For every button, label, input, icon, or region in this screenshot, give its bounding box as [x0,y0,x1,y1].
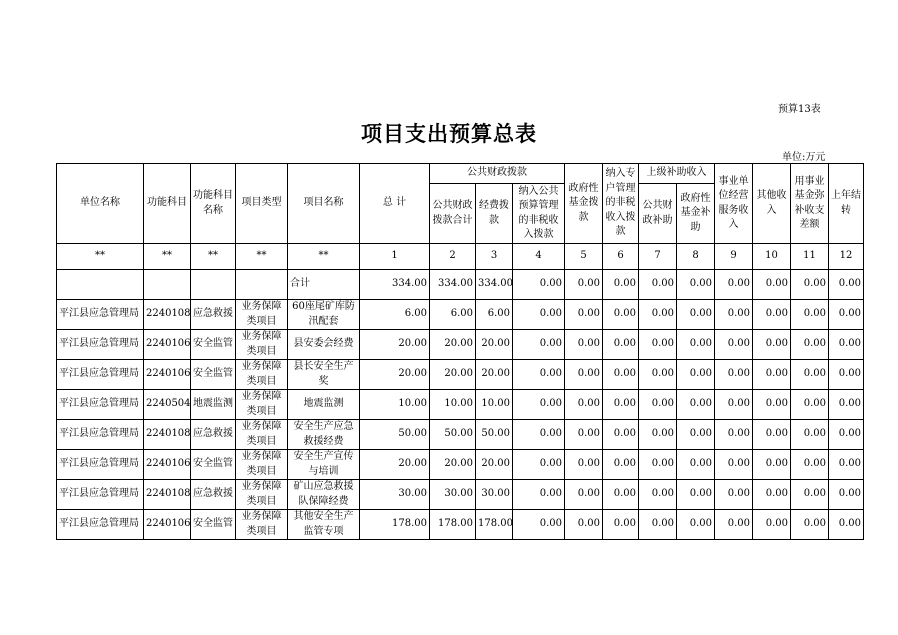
amount-cell: 0.00 [677,510,715,540]
amount-cell: 0.00 [715,450,753,480]
proj-name-cell: 县长安全生产奖 [288,360,360,390]
proj-type-cell: 业务保障类项目 [236,450,288,480]
amount-cell: 0.00 [565,390,603,420]
page-title: 项目支出预算总表 [361,121,537,146]
func-code-cell: 2240106 [144,450,191,480]
amount-cell: 0.00 [565,420,603,450]
col-special-nontax: 纳入专户管理的非税收入拨款 [603,164,639,244]
amount-cell: 0.00 [753,330,791,360]
amount-cell: 0.00 [791,510,829,540]
amount-cell: 20.00 [476,450,513,480]
amount-cell: 0.00 [753,390,791,420]
index-cell: 10 [753,244,791,270]
amount-cell: 0.00 [639,450,677,480]
index-cell: 6 [603,244,639,270]
index-cell: ** [236,244,288,270]
amount-cell: 0.00 [513,420,565,450]
amount-cell: 20.00 [476,330,513,360]
amount-cell: 0.00 [829,300,864,330]
proj-type-cell: 业务保障类项目 [236,420,288,450]
unit-label: 单位:万元 [782,152,826,163]
amount-cell: 50.00 [430,420,476,450]
func-name-cell: 安全监管 [191,330,236,360]
amount-cell: 0.00 [753,510,791,540]
amount-cell: 0.00 [829,480,864,510]
amount-cell: 0.00 [791,390,829,420]
func-name-cell: 安全监管 [191,450,236,480]
amount-cell: 0.00 [677,330,715,360]
amount-cell: 0.00 [791,300,829,330]
amount-cell: 10.00 [360,390,430,420]
amount-cell: 0.00 [639,360,677,390]
index-cell: 11 [791,244,829,270]
table-row [57,330,864,360]
col-nontax-in-budget: 纳入公共预算管理的非税收入拨款 [513,184,565,244]
amount-cell: 0.00 [565,480,603,510]
proj-type-cell: 业务保障类项目 [236,510,288,540]
amount-cell: 0.00 [603,360,639,390]
unit-name-cell: 平江县应急管理局 [57,510,144,540]
amount-cell: 0.00 [829,270,864,300]
amount-cell: 0.00 [513,300,565,330]
func-code-cell: 2240108 [144,480,191,510]
unit-name-cell: 平江县应急管理局 [57,300,144,330]
func-name-cell: 安全监管 [191,360,236,390]
col-proj-name: 项目名称 [288,164,360,244]
table-row [57,360,864,390]
proj-name-cell: 矿山应急救援队保障经费 [288,480,360,510]
amount-cell: 0.00 [677,360,715,390]
index-cell: 4 [513,244,565,270]
amount-cell: 0.00 [753,300,791,330]
budget-table [56,163,864,540]
func-code-cell: 2240108 [144,420,191,450]
amount-cell: 0.00 [715,300,753,330]
amount-cell: 0.00 [753,480,791,510]
index-row [57,244,864,270]
unit-name-cell: 平江县应急管理局 [57,390,144,420]
amount-cell: 0.00 [677,480,715,510]
col-proj-type: 项目类型 [236,164,288,244]
amount-cell: 20.00 [360,330,430,360]
index-cell: ** [288,244,360,270]
proj-type-cell: 业务保障类项目 [236,360,288,390]
amount-cell: 0.00 [715,390,753,420]
func-code-cell: 2240106 [144,360,191,390]
amount-cell: 0.00 [753,420,791,450]
table-row [57,300,864,330]
amount-cell: 0.00 [829,360,864,390]
amount-cell: 0.00 [715,480,753,510]
amount-cell: 0.00 [791,360,829,390]
index-cell: ** [191,244,236,270]
amount-cell: 0.00 [513,390,565,420]
amount-cell: 334.00 [476,270,513,300]
amount-cell: 20.00 [476,360,513,390]
amount-cell: 0.00 [513,510,565,540]
amount-cell: 0.00 [791,270,829,300]
form-number: 预算13表 [778,104,821,115]
empty-cell [144,270,191,300]
amount-cell: 0.00 [677,390,715,420]
index-cell: 12 [829,244,864,270]
index-cell: 3 [476,244,513,270]
col-func-name: 功能科目名称 [191,164,236,244]
amount-cell: 0.00 [565,360,603,390]
index-cell: 8 [677,244,715,270]
amount-cell: 0.00 [565,270,603,300]
amount-cell: 0.00 [603,300,639,330]
table-row [57,420,864,450]
col-group-upper: 上级补助收入 [639,164,715,184]
empty-cell [57,270,144,300]
col-upper-public: 公共财政补助 [639,184,677,244]
total-label: 合计 [288,270,360,300]
amount-cell: 30.00 [430,480,476,510]
unit-name-cell: 平江县应急管理局 [57,330,144,360]
amount-cell: 0.00 [565,330,603,360]
amount-cell: 334.00 [360,270,430,300]
amount-cell: 0.00 [753,360,791,390]
amount-cell: 30.00 [360,480,430,510]
amount-cell: 178.00 [360,510,430,540]
amount-cell: 0.00 [677,300,715,330]
amount-cell: 0.00 [677,420,715,450]
amount-cell: 20.00 [430,360,476,390]
amount-cell: 0.00 [829,330,864,360]
col-public-total: 公共财政拨款合计 [430,184,476,244]
amount-cell: 178.00 [430,510,476,540]
amount-cell: 0.00 [639,300,677,330]
unit-name-cell: 平江县应急管理局 [57,450,144,480]
amount-cell: 0.00 [565,510,603,540]
proj-name-cell: 地震监测 [288,390,360,420]
amount-cell: 0.00 [715,270,753,300]
col-unit-name: 单位名称 [57,164,144,244]
amount-cell: 20.00 [360,360,430,390]
unit-name-cell: 平江县应急管理局 [57,420,144,450]
table-row [57,390,864,420]
amount-cell: 0.00 [603,390,639,420]
index-cell: 2 [430,244,476,270]
amount-cell: 6.00 [360,300,430,330]
index-cell: ** [144,244,191,270]
amount-cell: 20.00 [360,450,430,480]
empty-cell [191,270,236,300]
amount-cell: 0.00 [513,450,565,480]
amount-cell: 0.00 [791,420,829,450]
amount-cell: 0.00 [791,450,829,480]
amount-cell: 0.00 [715,330,753,360]
col-upper-gov-fund: 政府性基金补助 [677,184,715,244]
amount-cell: 0.00 [639,420,677,450]
amount-cell: 0.00 [639,510,677,540]
proj-type-cell: 业务保障类项目 [236,480,288,510]
amount-cell: 0.00 [677,450,715,480]
func-code-cell: 2240106 [144,510,191,540]
func-name-cell: 地震监测 [191,390,236,420]
amount-cell: 0.00 [513,480,565,510]
unit-name-cell: 平江县应急管理局 [57,360,144,390]
proj-name-cell: 安全生产应急救援经费 [288,420,360,450]
amount-cell: 0.00 [513,360,565,390]
amount-cell: 6.00 [476,300,513,330]
amount-cell: 0.00 [829,450,864,480]
col-carryover: 上年结转 [829,164,864,244]
amount-cell: 0.00 [565,450,603,480]
amount-cell: 0.00 [639,390,677,420]
amount-cell: 6.00 [430,300,476,330]
proj-type-cell: 业务保障类项目 [236,390,288,420]
amount-cell: 0.00 [603,450,639,480]
amount-cell: 178.00 [476,510,513,540]
func-name-cell: 应急救援 [191,300,236,330]
amount-cell: 0.00 [603,510,639,540]
func-name-cell: 应急救援 [191,420,236,450]
amount-cell: 334.00 [430,270,476,300]
amount-cell: 0.00 [639,330,677,360]
amount-cell: 0.00 [565,300,603,330]
proj-name-cell: 60座尾矿库防汛配套 [288,300,360,330]
index-cell: 7 [639,244,677,270]
proj-type-cell: 业务保障类项目 [236,330,288,360]
table-row [57,450,864,480]
amount-cell: 20.00 [430,450,476,480]
col-business-income: 事业单位经营服务收入 [715,164,753,244]
col-cover-deficit: 用事业基金弥补收支差额 [791,164,829,244]
amount-cell: 50.00 [360,420,430,450]
index-cell: ** [57,244,144,270]
col-other-income: 其他收入 [753,164,791,244]
amount-cell: 0.00 [603,480,639,510]
amount-cell: 0.00 [829,390,864,420]
amount-cell: 0.00 [829,420,864,450]
amount-cell: 0.00 [603,420,639,450]
amount-cell: 10.00 [430,390,476,420]
index-cell: 5 [565,244,603,270]
amount-cell: 0.00 [715,360,753,390]
table-row [57,510,864,540]
amount-cell: 0.00 [753,270,791,300]
col-gov-fund: 政府性基金拨款 [565,164,603,244]
proj-type-cell: 业务保障类项目 [236,300,288,330]
table-row [57,480,864,510]
col-fund-appr: 经费拨款 [476,184,513,244]
func-code-cell: 2240504 [144,390,191,420]
amount-cell: 0.00 [603,330,639,360]
unit-name-cell: 平江县应急管理局 [57,480,144,510]
amount-cell: 0.00 [829,510,864,540]
amount-cell: 0.00 [715,420,753,450]
amount-cell: 0.00 [677,270,715,300]
func-code-cell: 2240106 [144,330,191,360]
amount-cell: 0.00 [639,270,677,300]
empty-cell [236,270,288,300]
col-func-code: 功能科目 [144,164,191,244]
amount-cell: 50.00 [476,420,513,450]
amount-cell: 10.00 [476,390,513,420]
total-row [57,270,864,300]
amount-cell: 0.00 [791,480,829,510]
proj-name-cell: 其他安全生产监管专项 [288,510,360,540]
index-cell: 9 [715,244,753,270]
amount-cell: 0.00 [791,330,829,360]
amount-cell: 0.00 [513,270,565,300]
amount-cell: 0.00 [513,330,565,360]
amount-cell: 0.00 [753,450,791,480]
amount-cell: 0.00 [715,510,753,540]
proj-name-cell: 县安委会经费 [288,330,360,360]
amount-cell: 0.00 [603,270,639,300]
index-cell: 1 [360,244,430,270]
amount-cell: 20.00 [430,330,476,360]
amount-cell: 30.00 [476,480,513,510]
func-code-cell: 2240108 [144,300,191,330]
func-name-cell: 应急救援 [191,480,236,510]
amount-cell: 0.00 [639,480,677,510]
proj-name-cell: 安全生产宣传与培训 [288,450,360,480]
col-total: 总 计 [360,164,430,244]
func-name-cell: 安全监管 [191,510,236,540]
col-group-public: 公共财政拨款 [430,164,565,184]
